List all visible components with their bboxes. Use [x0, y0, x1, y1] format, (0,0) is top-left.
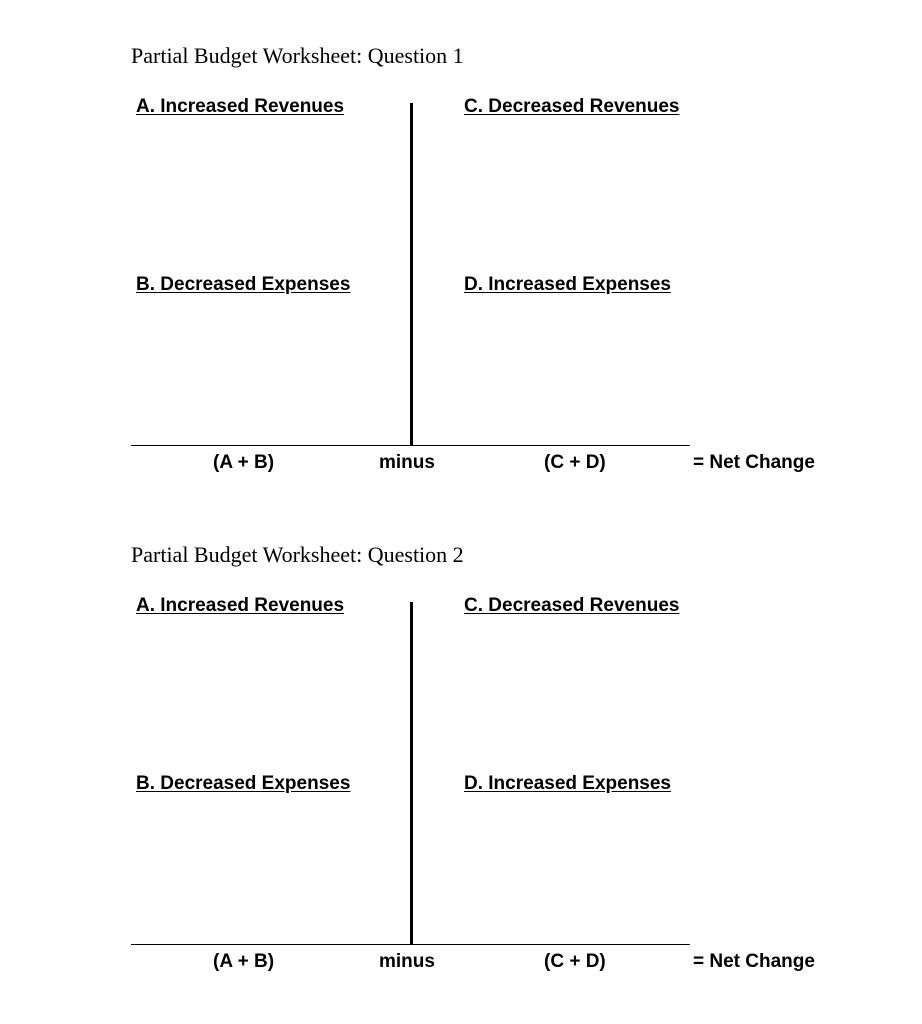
- sum-a-b-label: (A + B): [213, 452, 275, 473]
- worksheet-question-2: [0, 499, 922, 979]
- sum-a-b-label: (A + B): [213, 951, 275, 972]
- decreased-expenses-heading: B. Decreased Expenses: [136, 773, 351, 794]
- increased-revenues-heading: A. Increased Revenues: [136, 96, 345, 117]
- decreased-revenues-heading: C. Decreased Revenues: [464, 595, 680, 616]
- increased-expenses-heading: D. Increased Expenses: [464, 773, 671, 794]
- horizontal-divider: [131, 445, 690, 446]
- increased-expenses-heading: D. Increased Expenses: [464, 274, 671, 295]
- worksheet-title: Partial Budget Worksheet: Question 2: [131, 542, 464, 567]
- increased-revenues-heading: A. Increased Revenues: [136, 595, 345, 616]
- decreased-revenues-heading: C. Decreased Revenues: [464, 96, 680, 117]
- sum-c-d-label: (C + D): [544, 452, 606, 473]
- net-change-label: = Net Change: [693, 951, 815, 972]
- vertical-divider: [410, 103, 413, 445]
- net-change-label: = Net Change: [693, 452, 815, 473]
- decreased-expenses-heading: B. Decreased Expenses: [136, 274, 351, 295]
- horizontal-divider: [131, 944, 690, 945]
- minus-label: minus: [379, 452, 435, 473]
- vertical-divider: [410, 602, 413, 944]
- minus-label: minus: [379, 951, 435, 972]
- worksheet-title: Partial Budget Worksheet: Question 1: [131, 43, 464, 68]
- sum-c-d-label: (C + D): [544, 951, 606, 972]
- worksheet-question-1: [0, 0, 922, 480]
